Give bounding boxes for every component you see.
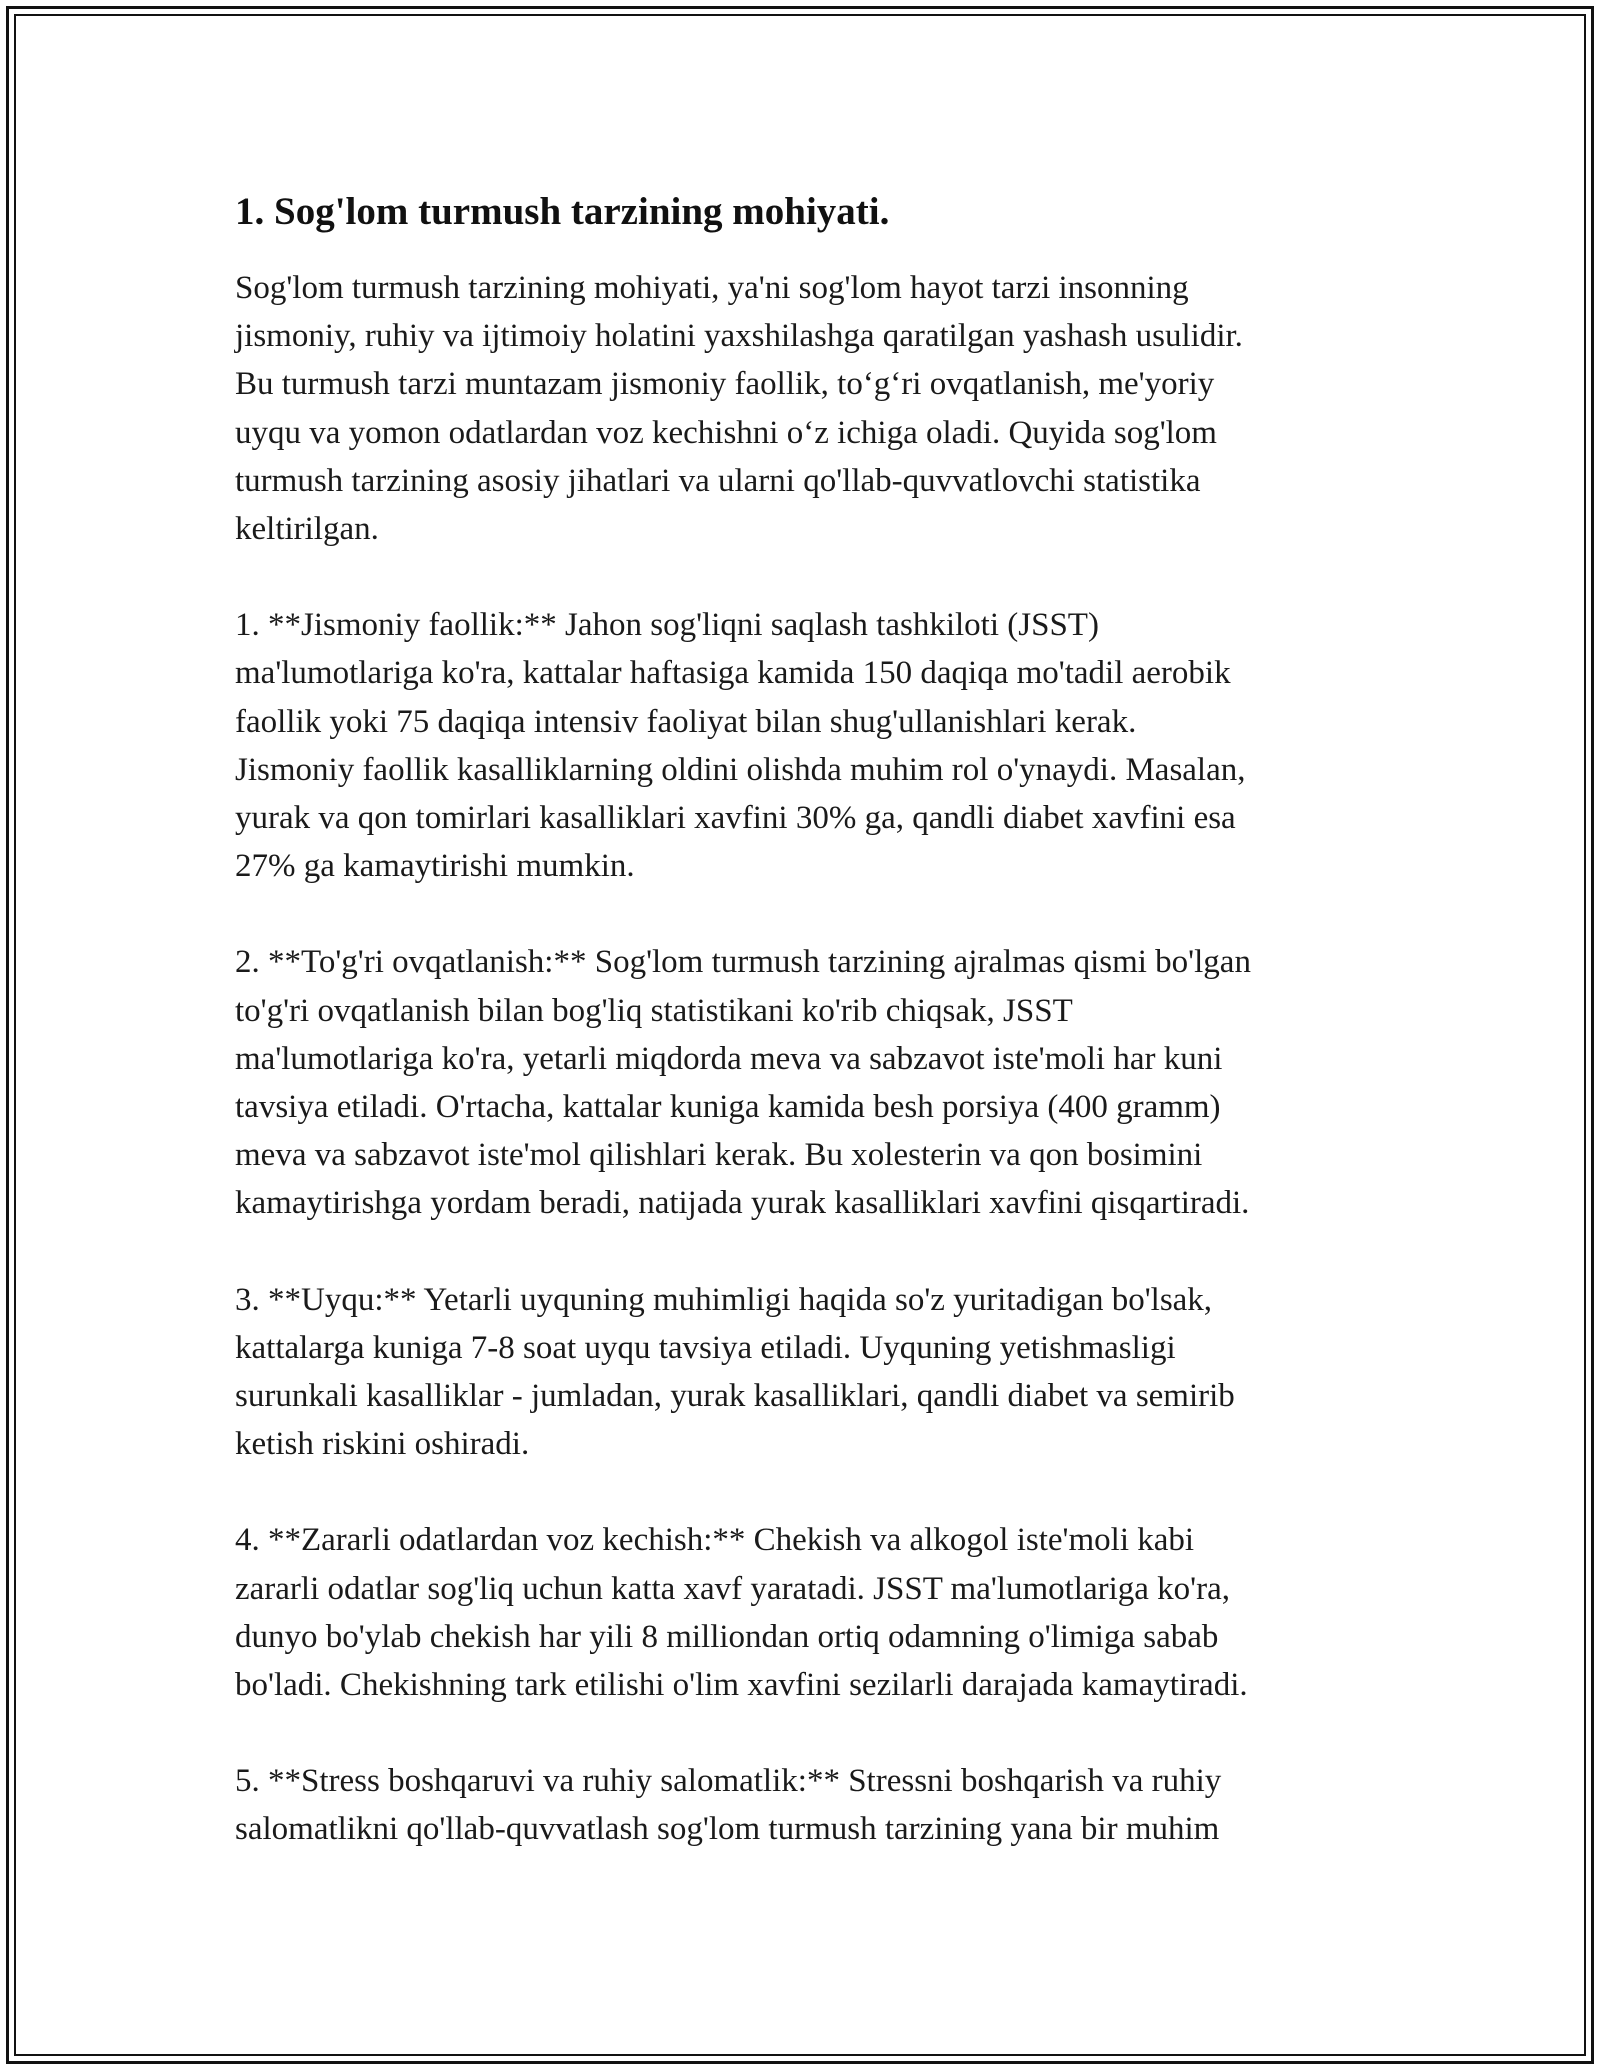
document-body: [235, 186, 1415, 1854]
paragraph-nutrition: 2. **To'g'ri ovqatlanish:** Sog'lom turmush tarzining ajralmas qismi bo'lgan to'g'ri ovqatlanish bilan bog'liq statistikani ko'rib chiqsak, JSST ma'lumotlariga ko'ra, yetarli miqdorda meva va sabzavot iste'moli har kuni tavsiya etiladi. O'rtacha, kattalar kuniga kamida besh porsiya (400 gramm) meva va sabzavot iste'mol qilishlari kerak. Bu xolesterin va qon bosimini kamaytirishga yordam beradi, natijada yurak kasalliklari xavfini qisqartiradi.: [235, 944, 1251, 1222]
paragraph-sleep: 3. **Uyqu:** Yetarli uyquning muhimligi haqida so'z yuritadigan bo'lsak, kattalarga kuniga 7-8 soat uyqu tavsiya etiladi. Uyquning yetishmasligi surunkali kasalliklar - jumladan, yurak kasalliklari, qandli diabet va semirib ketish riskini oshiradi.: [235, 1281, 1235, 1463]
paragraph-harmful-habits: 4. **Zararli odatlardan voz kechish:** Chekish va alkogol iste'moli kabi zararli odatlar sog'liq uchun katta xavf yaratadi. JSST ma'lumotlariga ko'ra, dunyo bo'ylab chekish har yili 8 milliondan ortiq odamning o'limiga sabab bo'ladi. Chekishning tark etilishi o'lim xavfini sezilarli darajada kamaytiradi.: [235, 1522, 1248, 1704]
section-title: 1. Sog'lom turmush tarzining mohiyati.: [235, 190, 890, 233]
paragraph-stress-management: 5. **Stress boshqaruvi va ruhiy salomatlik:** Stressni boshqarish va ruhiy salomatlikni qo'llab-quvvatlash sog'lom turmush tarzining yana bir muhim: [235, 1763, 1222, 1848]
paragraph-physical-activity: 1. **Jismoniy faollik:** Jahon sog'liqni saqlash tashkiloti (JSST) ma'lumotlariga ko'ra, kattalar haftasiga kamida 150 daqiqa mo'tadil aerobik faollik yoki 75 daqiqa intensiv faoliyat bilan shug'ullanishlari kerak. Jismoniy faollik kasalliklarning oldini olishda muhim rol o'ynaydi. Masalan, yurak va qon tomirlari kasalliklari xavfini 30% ga, qandli diabet xavfini esa 27% ga kamaytirishi mumkin.: [235, 607, 1246, 885]
intro-paragraph: Sog'lom turmush tarzining mohiyati, ya'ni sog'lom hayot tarzi insonning jismoniy, ruhiy va ijtimoiy holatini yaxshilashga qaratilgan yashash usulidir. Bu turmush tarzi muntazam jismoniy faollik, to‘g‘ri ovqatlanish, me'yoriy uyqu va yomon odatlardan voz kechishni o‘z ichiga oladi. Quyida sog'lom turmush tarzining asosiy jihatlari va ularni qo'llab-quvvatlovchi statistika keltirilgan.: [235, 270, 1243, 548]
